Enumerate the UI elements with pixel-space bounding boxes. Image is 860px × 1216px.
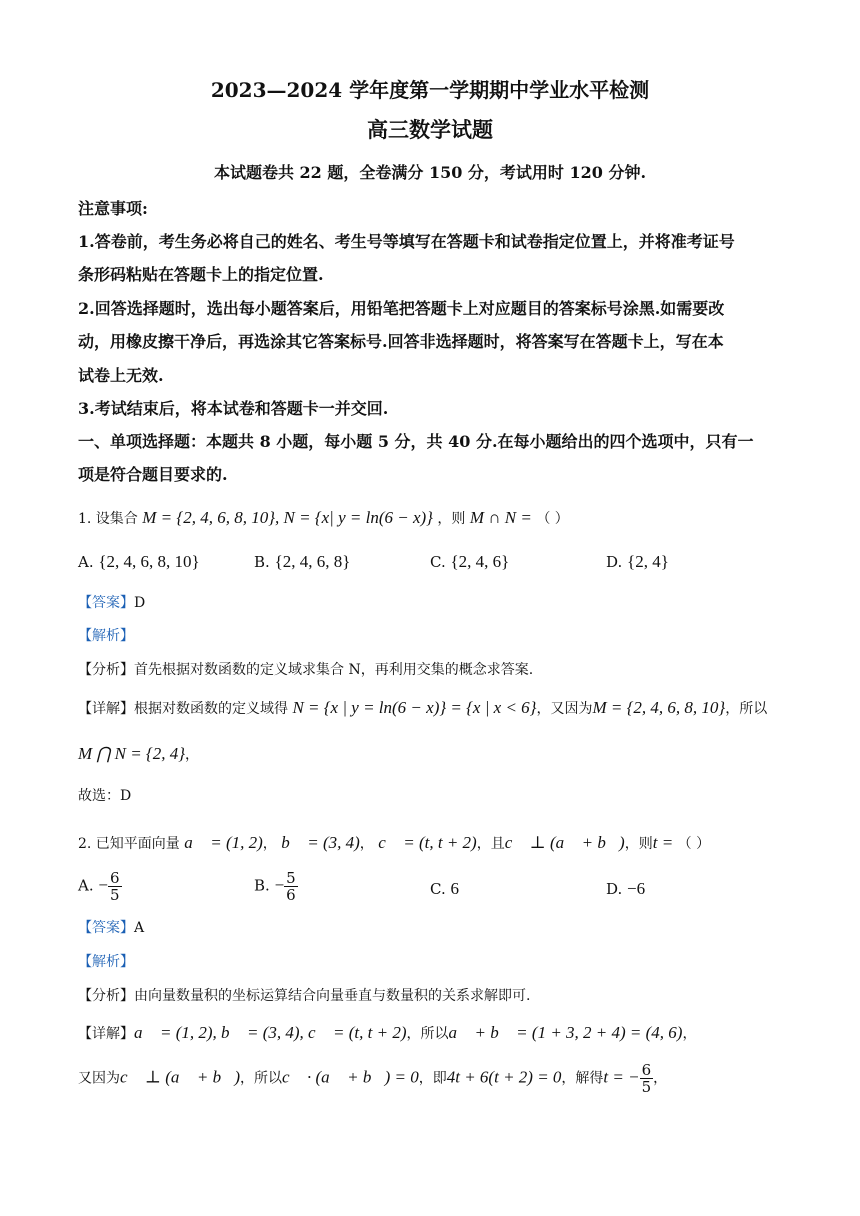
q1-conclusion: 故选：D	[78, 788, 132, 804]
question-1-mid: ，则	[437, 511, 466, 527]
q1-option-b-value: {2, 4, 6, 8}	[274, 552, 351, 571]
question-1-sets: M = {2, 4, 6, 8, 10}, N = {x| y = ln(6 − x)}	[142, 508, 433, 527]
q2-analysis-tag: 【解析】	[78, 954, 134, 970]
q2-detail-line2: 又因为c⃗ ⊥ (a⃗ + b⃗)，所以c⃗ · (a⃗ + b⃗) = 0，即4t + 6(t + 2) = 0，解得t = − $\frac{6}{5}$ ，	[78, 1061, 668, 1096]
q1-option-b: B. {2, 4, 6, 8}	[254, 552, 351, 571]
exam-info: 本试题卷共 22 题，全卷满分 150 分，考试用时 120 分钟.	[213, 163, 647, 182]
q2-option-a-fraction: $\frac{6}{5}$	[109, 869, 120, 904]
q2-option-d: D. −6	[606, 879, 646, 898]
notice-item2-line1: 2.回答选择题时，选出每小题答案后，用铅笔把答题卡上对应题目的答案标号涂黑.如需要改	[78, 299, 725, 318]
q1-fenxi	[78, 660, 782, 680]
answer-tag: 【答案】	[78, 595, 134, 611]
notice-item2-line2: 动，用橡皮擦干净后，再选涂其它答案标号.回答非选择题时，将答案写在答题卡上，写在本	[78, 332, 724, 351]
section1-line2: 项是符合题目要求的.	[78, 465, 228, 484]
notice-item2-line3: 试卷上无效.	[78, 366, 164, 385]
question-1-ask: M ∩ N =	[469, 508, 532, 527]
fenxi-text: 首先根据对数函数的定义域求集合 N，再利用交集的概念求答案.	[134, 662, 534, 678]
q1-option-c-value: {2, 4, 6}	[450, 552, 510, 571]
q2-detail-line1: 【详解】a⃗ = (1, 2), b⃗ = (3, 4), c⃗ = (t, t + 2)，所以a⃗ + b⃗ = (1 + 3, 2 + 4) = (4, 6)，	[78, 1023, 697, 1042]
question-1-paren: （ ）	[536, 511, 569, 527]
notice-heading: 注意事项:	[78, 199, 148, 218]
notice-item1-line1: 1.答卷前，考生务必将自己的姓名、考生号等填写在答题卡和试卷指定位置上，并将准考证号	[78, 232, 735, 251]
exam-subtitle: 高三数学试题	[367, 117, 493, 142]
q1-answer	[78, 593, 782, 613]
q2-option-b: B. − $\frac{5}{6}$	[254, 869, 296, 904]
q2-fenxi: 【分析】由向量数量积的坐标运算结合向量垂直与数量积的关系求解即可.	[78, 988, 531, 1004]
detail-expr-n: N = {x | y = ln(6 − x)} = {x | x < 6}	[292, 698, 537, 717]
question-2-ask: t =	[652, 833, 674, 852]
vector-a: a⃗ = (1, 2)	[184, 833, 263, 852]
q2-option-b-fraction: $\frac{5}{6}$	[286, 869, 296, 904]
result-expr: M ⋂ N = {2, 4}	[78, 744, 186, 763]
fenxi-tag: 【分析】	[78, 662, 134, 678]
question-1-prefix: 1. 设集合	[78, 511, 138, 527]
q1-result: M ⋂ N = {2, 4}，	[78, 744, 200, 763]
detail-expr-m: M = {2, 4, 6, 8, 10}	[592, 698, 726, 717]
q1-option-a: A. {2, 4, 6, 8, 10}	[78, 552, 200, 571]
vector-c: c⃗ = (t, t + 2)	[378, 833, 477, 852]
q1-detail: 【详解】根据对数函数的定义域得 N = {x | y = ln(6 − x)} = {x | x < 6}，又因为M = {2, 4, 6, 8, 10}，所以	[78, 698, 768, 717]
notice-item1-line2: 条形码粘贴在答题卡上的指定位置.	[78, 265, 324, 284]
q2-option-a: A. − $\frac{6}{5}$	[78, 869, 120, 904]
q1-option-c: C. {2, 4, 6}	[430, 552, 510, 571]
q1-analysis-tag: 【解析】	[78, 628, 134, 644]
detail-tag: 【详解】	[78, 701, 134, 717]
question-1-stem	[78, 508, 782, 529]
vector-b: b⃗ = (3, 4)	[281, 833, 360, 852]
q1-option-d: D. {2, 4}	[606, 552, 669, 571]
section1-line1: 一、单项选择题：本题共 8 小题，每小题 5 分，共 40 分.在每小题给出的四个选项中，只有一	[78, 432, 754, 451]
notice-item3: 3.考试结束后，将本试卷和答题卡一并交回.	[78, 399, 389, 418]
question-2-prefix: 2. 已知平面向量	[78, 836, 180, 852]
q1-option-a-value: {2, 4, 6, 8, 10}	[98, 552, 200, 571]
q2-solution-fraction: $\frac{6}{5}$	[641, 1061, 652, 1096]
exam-title: 2023—2024 学年度第一学期期中学业水平检测	[210, 78, 650, 102]
q2-option-c: C. 6	[430, 879, 459, 898]
answer-value: D	[134, 595, 146, 611]
q1-option-d-value: {2, 4}	[627, 552, 669, 571]
question-2-stem: 2. 已知平面向量 a⃗ = (1, 2)， b⃗ = (3, 4)， c⃗ = (t, t + 2)，且c⃗ ⊥ (a⃗ + b⃗)，则t = （ ）	[78, 833, 711, 852]
perp-condition: c⃗ ⊥ (a⃗ + b⃗)	[504, 833, 625, 852]
q2-answer: 【答案】A	[78, 920, 145, 936]
